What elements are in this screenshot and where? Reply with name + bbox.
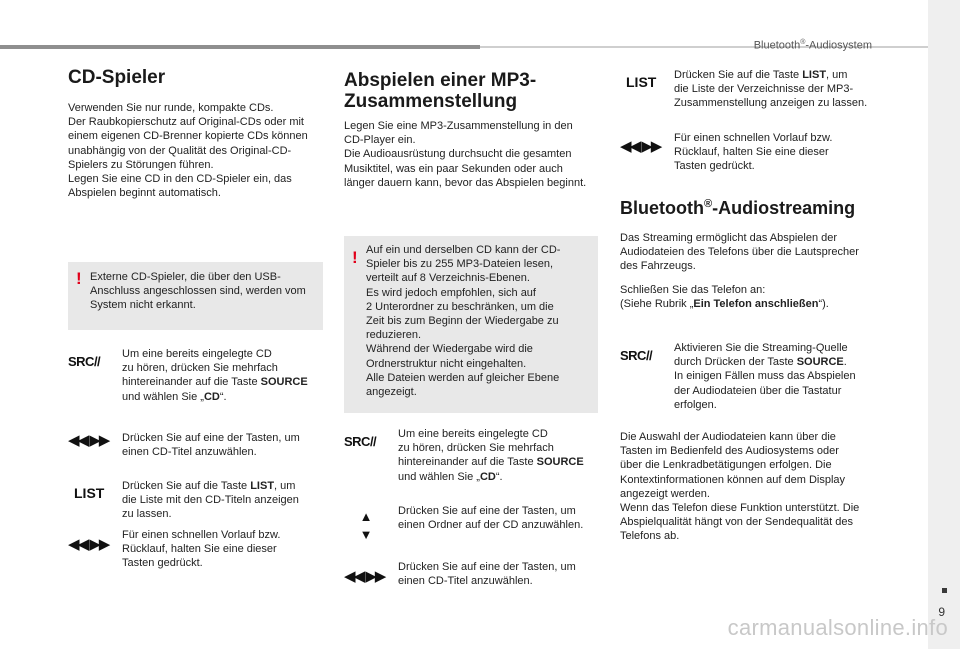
list-button-icon: LIST (74, 485, 105, 501)
streaming-activate-instruction: Aktivieren Sie die Streaming-Quelle durch Drücken der Taste SOURCE. In einigen Fällen muss das Abspielen der Audiodateien über die Tastatur erfolgen. (674, 342, 856, 411)
src-button-icon: SRC// (620, 348, 653, 363)
src-instruction: Um eine bereits eingelegte CD zu hören, drücken Sie mehrfach hintereinander auf die Taste SOURCE und wählen Sie „CD“. (122, 348, 308, 403)
note-mp3-limits (344, 236, 598, 413)
warning-icon: ! (352, 248, 358, 267)
track-select-instruction: Drücken Sie auf eine der Tasten, um einen CD-Titel anzuwählen. (398, 561, 576, 588)
note-mp3-limits-text: Auf ein und derselben CD kann der CD- Spieler bis zu 255 MP3-Dateien lesen, verteilt auf 8 Verzeichnis-Ebenen. Es wird jedoch empfohlen, sich auf 2 Unterordner zu beschränken, um die Zeit bis zum Beginn der Wiedergabe zu reduzieren. Während der Wiedergabe wird die Ordnerstruktur nicht eingehalten. Alle Dateien werden auf gleicher Ebene angezeigt. (366, 244, 561, 399)
list-button-icon: LIST (626, 74, 657, 90)
header-rule-dark (0, 45, 480, 49)
fast-forward-rewind-icon: ◀◀ ▶▶ (620, 138, 661, 155)
bluetooth-intro: Das Streaming ermöglicht das Abspielen der Audiodateien des Telefons über die Lautsprecher des Fahrzeugs. (620, 232, 859, 273)
connect-phone-text: Schließen Sie das Telefon an: (Siehe Rubrik „Ein Telefon anschließen“). (620, 284, 829, 311)
src-button-icon: SRC// (68, 354, 101, 369)
prev-next-icon: ◀◀ ▶▶ (344, 568, 385, 585)
fast-forward-rewind-icon: ◀◀ ▶▶ (68, 536, 109, 553)
watermark: carmanualsonline.info (727, 615, 948, 640)
section-title-bluetooth: Bluetooth®-Audiostreaming (620, 198, 856, 218)
fast-forward-instruction: Für einen schnellen Vorlauf bzw. Rücklauf, halten Sie eine dieser Tasten gedrückt. (122, 529, 281, 570)
mp3-intro: Legen Sie eine MP3-Zusammenstellung in den CD-Player ein. Die Audioausrüstung durchsucht die gesamten Musiktitel, was ein paar Sekunden oder auch länger dauern kann, bevor das Abspielen beginnt. (344, 120, 587, 189)
track-select-instruction: Drücken Sie auf eine der Tasten, um einen CD-Titel anzuwählen. (122, 432, 300, 459)
section-title-mp3: Abspielen einer MP3- Zusammenstellung (344, 70, 537, 112)
running-header: Bluetooth®-Audiosystem (753, 39, 872, 52)
list-instruction: Drücken Sie auf die Taste LIST, um die Liste mit den CD-Titeln anzeigen zu lassen. (122, 480, 299, 521)
page-sidebar (928, 0, 960, 649)
src-instruction: Um eine bereits eingelegte CD zu hören, drücken Sie mehrfach hintereinander auf die Taste SOURCE und wählen Sie „CD“. (398, 428, 584, 483)
section-title-cd-player: CD-Spieler (68, 67, 166, 88)
fast-forward-instruction: Für einen schnellen Vorlauf bzw. Rücklauf, halten Sie eine dieser Tasten gedrückt. (674, 132, 833, 173)
up-arrow-icon: ▲ (359, 509, 373, 524)
note-external-cd-text: Externe CD-Spieler, die über den USB- Anschluss angeschlossen sind, werden vom System nicht erkannt. (90, 271, 306, 312)
folder-select-instruction: Drücken Sie auf eine der Tasten, um einen Ordner auf der CD anzuwählen. (398, 505, 584, 532)
sidebar-marker (942, 588, 947, 593)
down-arrow-icon: ▼ (359, 527, 373, 542)
bluetooth-outro: Die Auswahl der Audiodateien kann über die Tasten im Bedienfeld des Audiosystems oder über die Lenkradbetätigungen erfolgen. Die Kontextinformationen können auf dem Display angezeigt werden. Wenn das Telefon diese Funktion unterstützt. Die Abspielqualität hängt von der Sendequalität des Telefons ab. (620, 431, 860, 543)
note-external-cd (68, 262, 323, 330)
prev-next-icon: ◀◀ ▶▶ (68, 432, 109, 449)
cd-player-intro: Verwenden Sie nur runde, kompakte CDs. Der Raubkopierschutz auf Original-CDs oder mit einem eigenen CD-Brenner kopierte CDs können unabhängig von der Qualität des Original-CD- Spielers zu Störungen führen. Legen Sie eine CD in den CD-Spieler ein, das Abspielen beginnt automatisch. (68, 102, 308, 200)
page-number: 9 (938, 605, 945, 619)
list-instruction: Drücken Sie auf die Taste LIST, um die Liste der Verzeichnisse der MP3- Zusammenstellung anzeigen zu lassen. (674, 69, 868, 110)
warning-icon: ! (76, 269, 82, 288)
src-button-icon: SRC// (344, 434, 377, 449)
